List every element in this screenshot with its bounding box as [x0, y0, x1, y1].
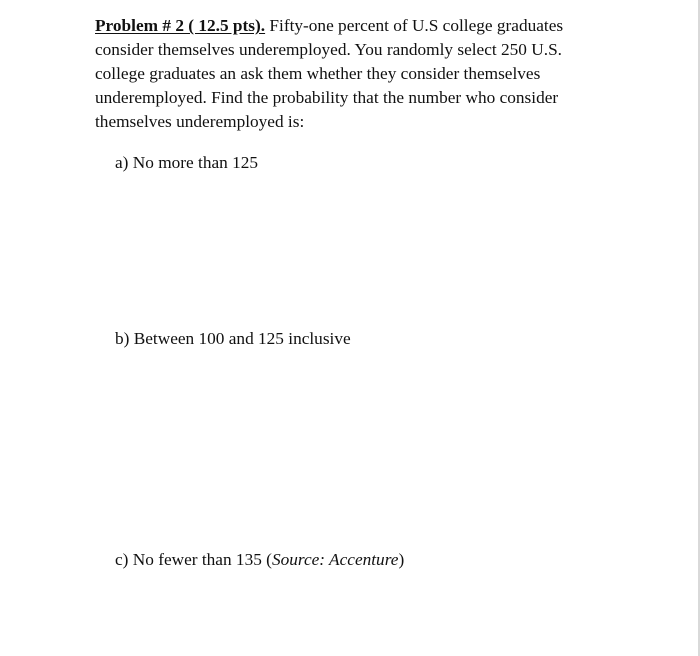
part-c-text: No fewer than 135 — [132, 550, 262, 569]
part-b-text: Between 100 and 125 inclusive — [133, 329, 351, 348]
part-c-marker: c) — [115, 550, 129, 569]
part-b — [115, 327, 351, 351]
part-a — [115, 151, 258, 175]
part-a-marker: a) — [115, 153, 129, 172]
problem-heading: Problem # 2 ( 12.5 pts). — [95, 16, 266, 35]
problem-statement — [95, 14, 615, 134]
part-b-marker: b) — [115, 329, 130, 348]
part-c: c) No fewer than 135 (Source: Accenture) — [115, 550, 405, 569]
part-c-source: Source: Accenture — [271, 550, 399, 569]
problem-body: Fifty-one percent of U.S college graduates consider themselves underemployed. You randomly select 250 U.S. college graduates an ask them whether they consider themselves underemployed. Find the probability that the number who consider themselves underemployed is: — [95, 16, 564, 131]
part-a-text: No more than 125 — [132, 153, 259, 172]
